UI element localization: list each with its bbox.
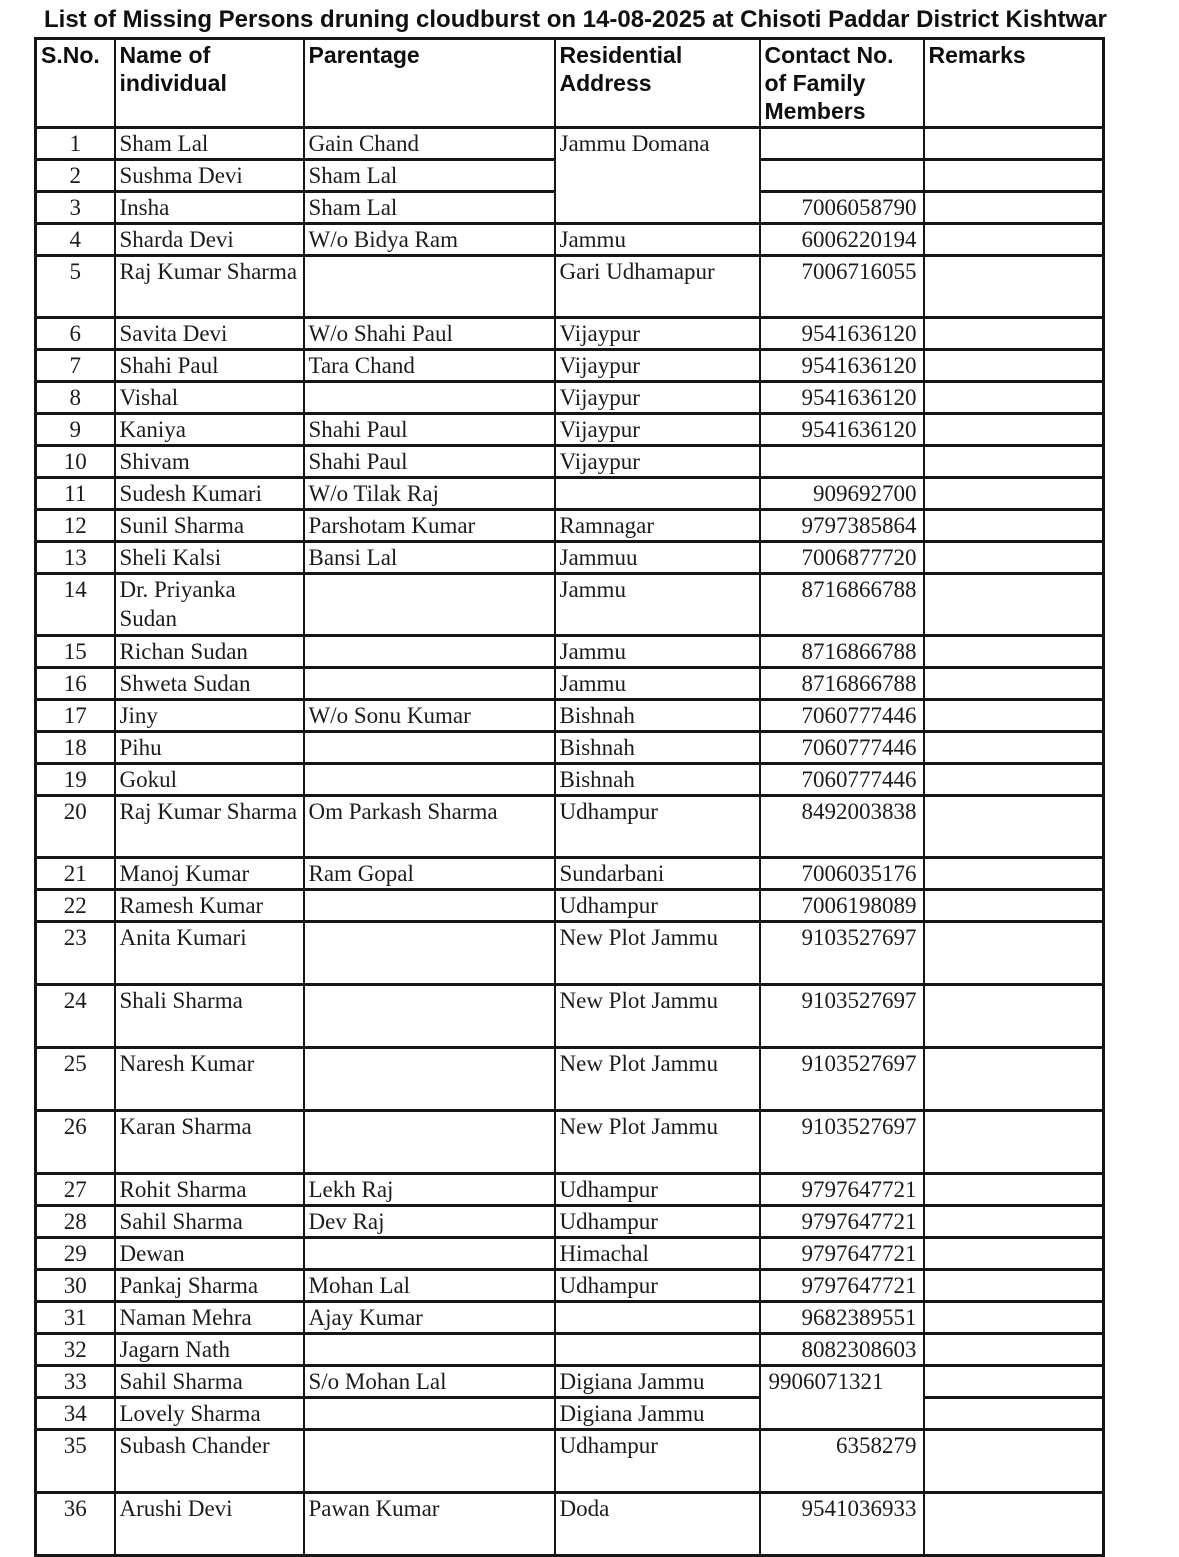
name-cell: Shahi Paul — [115, 350, 304, 382]
contact-cell: 9541636120 — [760, 414, 924, 446]
parentage-cell: Shahi Paul — [304, 446, 555, 478]
parentage-cell — [304, 1238, 555, 1270]
address-cell: Vijaypur — [555, 318, 760, 350]
address-cell: Jammu — [555, 636, 760, 668]
name-cell: Sudesh Kumari — [115, 478, 304, 510]
remarks-cell — [924, 256, 1104, 318]
address-cell: Vijaypur — [555, 446, 760, 478]
address-cell — [555, 1302, 760, 1334]
name-cell: Gokul — [115, 764, 304, 796]
table-row — [36, 224, 1104, 256]
contact-cell: 8492003838 — [760, 796, 924, 858]
contact-cell — [760, 446, 924, 478]
remarks-cell — [924, 700, 1104, 732]
table-row — [36, 732, 1104, 764]
name-cell: Jagarn Nath — [115, 1334, 304, 1366]
sno-cell: 20 — [36, 796, 115, 858]
address-cell: Udhampur — [555, 1174, 760, 1206]
name-cell: Shali Sharma — [115, 985, 304, 1048]
sno-cell: 13 — [36, 542, 115, 574]
header-cell-remarks: Remarks — [924, 39, 1104, 128]
contact-cell: 8716866788 — [760, 636, 924, 668]
remarks-cell — [924, 636, 1104, 668]
sno-cell: 23 — [36, 922, 115, 985]
sno-cell: 7 — [36, 350, 115, 382]
name-cell: Arushi Devi — [115, 1493, 304, 1556]
parentage-cell — [304, 256, 555, 318]
parentage-cell: W/o Tilak Raj — [304, 478, 555, 510]
contact-cell: 7060777446 — [760, 700, 924, 732]
address-cell — [555, 1334, 760, 1366]
sno-cell: 32 — [36, 1334, 115, 1366]
table-row — [36, 542, 1104, 574]
parentage-cell — [304, 382, 555, 414]
sno-cell: 8 — [36, 382, 115, 414]
name-cell: Dewan — [115, 1238, 304, 1270]
parentage-cell — [304, 1398, 555, 1430]
parentage-cell — [304, 1334, 555, 1366]
contact-cell: 9906071321 — [760, 1366, 924, 1430]
sno-cell: 25 — [36, 1048, 115, 1111]
name-cell: Sunil Sharma — [115, 510, 304, 542]
name-cell: Richan Sudan — [115, 636, 304, 668]
remarks-cell — [924, 1238, 1104, 1270]
remarks-cell — [924, 382, 1104, 414]
sno-cell: 18 — [36, 732, 115, 764]
remarks-cell — [924, 478, 1104, 510]
header-cell-name: Name of individual — [115, 39, 304, 128]
name-cell: Karan Sharma — [115, 1111, 304, 1174]
name-cell: Subash Chander — [115, 1430, 304, 1493]
contact-cell: 9103527697 — [760, 1111, 924, 1174]
sno-cell: 6 — [36, 318, 115, 350]
table-row — [36, 1048, 1104, 1111]
name-cell: Naman Mehra — [115, 1302, 304, 1334]
remarks-cell — [924, 414, 1104, 446]
contact-cell: 8716866788 — [760, 574, 924, 636]
contact-cell — [760, 160, 924, 192]
address-cell: Doda — [555, 1493, 760, 1556]
name-cell: Sheli Kalsi — [115, 542, 304, 574]
sno-cell: 24 — [36, 985, 115, 1048]
remarks-cell — [924, 668, 1104, 700]
contact-cell: 909692700 — [760, 478, 924, 510]
parentage-cell — [304, 764, 555, 796]
name-cell: Raj Kumar Sharma — [115, 796, 304, 858]
header-cell-sno: S.No. — [36, 39, 115, 128]
header-row — [36, 39, 1104, 128]
table-row — [36, 128, 1104, 160]
missing-persons-table — [34, 37, 1105, 1557]
parentage-cell: Ajay Kumar — [304, 1302, 555, 1334]
table-row — [36, 636, 1104, 668]
remarks-cell — [924, 764, 1104, 796]
remarks-cell — [924, 224, 1104, 256]
sno-cell: 29 — [36, 1238, 115, 1270]
remarks-cell — [924, 1430, 1104, 1493]
contact-cell: 9797647721 — [760, 1206, 924, 1238]
address-cell: Digiana Jammu — [555, 1366, 760, 1398]
name-cell: Shweta Sudan — [115, 668, 304, 700]
contact-cell — [760, 128, 924, 160]
contact-cell: 6006220194 — [760, 224, 924, 256]
table-row — [36, 1270, 1104, 1302]
sno-cell: 10 — [36, 446, 115, 478]
contact-cell: 9103527697 — [760, 1048, 924, 1111]
address-cell: Bishnah — [555, 700, 760, 732]
address-cell: Udhampur — [555, 796, 760, 858]
parentage-cell: W/o Bidya Ram — [304, 224, 555, 256]
name-cell: Rohit Sharma — [115, 1174, 304, 1206]
contact-cell: 9797647721 — [760, 1174, 924, 1206]
name-cell: Vishal — [115, 382, 304, 414]
contact-cell: 7006716055 — [760, 256, 924, 318]
address-cell: Gari Udhamapur — [555, 256, 760, 318]
remarks-cell — [924, 510, 1104, 542]
remarks-cell — [924, 160, 1104, 192]
sno-cell: 21 — [36, 858, 115, 890]
parentage-cell: Ram Gopal — [304, 858, 555, 890]
contact-cell: 7060777446 — [760, 764, 924, 796]
name-cell: Kaniya — [115, 414, 304, 446]
table-row — [36, 1238, 1104, 1270]
contact-cell: 7006877720 — [760, 542, 924, 574]
address-cell: Udhampur — [555, 1270, 760, 1302]
page-title: List of Missing Persons druning cloudburst on 14-08-2025 at Chisoti Paddar District Kishtwar — [44, 6, 1107, 33]
parentage-cell — [304, 890, 555, 922]
table-row — [36, 764, 1104, 796]
sno-cell: 5 — [36, 256, 115, 318]
table-row — [36, 1111, 1104, 1174]
address-cell: Bishnah — [555, 764, 760, 796]
table-row — [36, 700, 1104, 732]
header-cell-parentage: Parentage — [304, 39, 555, 128]
table-row — [36, 574, 1104, 636]
contact-cell: 9541636120 — [760, 318, 924, 350]
address-cell: Vijaypur — [555, 414, 760, 446]
table-row — [36, 318, 1104, 350]
address-cell: Bishnah — [555, 732, 760, 764]
table-row — [36, 446, 1104, 478]
name-cell: Insha — [115, 192, 304, 224]
name-cell: Dr. Priyanka Sudan — [115, 574, 304, 636]
contact-cell: 9541036933 — [760, 1493, 924, 1556]
address-cell: New Plot Jammu — [555, 1048, 760, 1111]
remarks-cell — [924, 985, 1104, 1048]
sno-cell: 31 — [36, 1302, 115, 1334]
name-cell: Anita Kumari — [115, 922, 304, 985]
address-cell: Ramnagar — [555, 510, 760, 542]
remarks-cell — [924, 1398, 1104, 1430]
parentage-cell — [304, 574, 555, 636]
address-cell: Digiana Jammu — [555, 1398, 760, 1430]
parentage-cell: Om Parkash Sharma — [304, 796, 555, 858]
contact-cell: 7006035176 — [760, 858, 924, 890]
table-body — [36, 128, 1104, 1556]
parentage-cell — [304, 985, 555, 1048]
sno-cell: 14 — [36, 574, 115, 636]
sno-cell: 22 — [36, 890, 115, 922]
remarks-cell — [924, 1366, 1104, 1398]
sno-cell: 15 — [36, 636, 115, 668]
sno-cell: 19 — [36, 764, 115, 796]
address-cell: Jammu — [555, 574, 760, 636]
table-row — [36, 796, 1104, 858]
parentage-cell — [304, 668, 555, 700]
address-cell: Himachal — [555, 1238, 760, 1270]
parentage-cell: Gain Chand — [304, 128, 555, 160]
contact-cell: 9682389551 — [760, 1302, 924, 1334]
sno-cell: 4 — [36, 224, 115, 256]
name-cell: Sham Lal — [115, 128, 304, 160]
table-row — [36, 922, 1104, 985]
table-row — [36, 1398, 1104, 1430]
table-row — [36, 1174, 1104, 1206]
sno-cell: 17 — [36, 700, 115, 732]
contact-cell: 7060777446 — [760, 732, 924, 764]
name-cell: Manoj Kumar — [115, 858, 304, 890]
name-cell: Jiny — [115, 700, 304, 732]
sno-cell: 33 — [36, 1366, 115, 1398]
contact-cell: 7006198089 — [760, 890, 924, 922]
sno-cell: 9 — [36, 414, 115, 446]
parentage-cell: Mohan Lal — [304, 1270, 555, 1302]
address-cell: Vijaypur — [555, 382, 760, 414]
address-cell: Jammuu — [555, 542, 760, 574]
address-cell: Jammu — [555, 224, 760, 256]
name-cell: Sushma Devi — [115, 160, 304, 192]
remarks-cell — [924, 732, 1104, 764]
remarks-cell — [924, 1493, 1104, 1556]
remarks-cell — [924, 1174, 1104, 1206]
sno-cell: 26 — [36, 1111, 115, 1174]
parentage-cell — [304, 636, 555, 668]
parentage-cell — [304, 922, 555, 985]
address-cell: New Plot Jammu — [555, 985, 760, 1048]
parentage-cell: S/o Mohan Lal — [304, 1366, 555, 1398]
parentage-cell: Lekh Raj — [304, 1174, 555, 1206]
remarks-cell — [924, 890, 1104, 922]
parentage-cell: W/o Sonu Kumar — [304, 700, 555, 732]
address-cell: Sundarbani — [555, 858, 760, 890]
name-cell: Raj Kumar Sharma — [115, 256, 304, 318]
table-row — [36, 350, 1104, 382]
parentage-cell — [304, 1430, 555, 1493]
remarks-cell — [924, 446, 1104, 478]
contact-cell: 6358279 — [760, 1430, 924, 1493]
parentage-cell: Sham Lal — [304, 160, 555, 192]
name-cell: Pihu — [115, 732, 304, 764]
remarks-cell — [924, 796, 1104, 858]
remarks-cell — [924, 1302, 1104, 1334]
remarks-cell — [924, 574, 1104, 636]
remarks-cell — [924, 922, 1104, 985]
remarks-cell — [924, 1206, 1104, 1238]
sno-cell: 35 — [36, 1430, 115, 1493]
name-cell: Sharda Devi — [115, 224, 304, 256]
address-cell: Jammu — [555, 668, 760, 700]
contact-cell: 9797647721 — [760, 1238, 924, 1270]
address-cell: Udhampur — [555, 890, 760, 922]
parentage-cell: Bansi Lal — [304, 542, 555, 574]
table-row — [36, 985, 1104, 1048]
sno-cell: 36 — [36, 1493, 115, 1556]
table-row — [36, 1430, 1104, 1493]
address-cell: Vijaypur — [555, 350, 760, 382]
remarks-cell — [924, 350, 1104, 382]
table-row — [36, 478, 1104, 510]
sno-cell: 28 — [36, 1206, 115, 1238]
table-row — [36, 890, 1104, 922]
table-row — [36, 256, 1104, 318]
header-cell-address: Residential Address — [555, 39, 760, 128]
contact-cell: 9797647721 — [760, 1270, 924, 1302]
table-row — [36, 858, 1104, 890]
sno-cell: 16 — [36, 668, 115, 700]
table-row — [36, 1206, 1104, 1238]
parentage-cell: W/o Shahi Paul — [304, 318, 555, 350]
parentage-cell: Parshotam Kumar — [304, 510, 555, 542]
sno-cell: 27 — [36, 1174, 115, 1206]
sno-cell: 3 — [36, 192, 115, 224]
remarks-cell — [924, 192, 1104, 224]
address-cell: Udhampur — [555, 1206, 760, 1238]
table-row — [36, 668, 1104, 700]
remarks-cell — [924, 1270, 1104, 1302]
contact-cell: 8716866788 — [760, 668, 924, 700]
table-row — [36, 1334, 1104, 1366]
sno-cell: 30 — [36, 1270, 115, 1302]
sno-cell: 11 — [36, 478, 115, 510]
address-cell — [555, 478, 760, 510]
address-cell: Udhampur — [555, 1430, 760, 1493]
parentage-cell: Shahi Paul — [304, 414, 555, 446]
parentage-cell — [304, 732, 555, 764]
remarks-cell — [924, 1334, 1104, 1366]
remarks-cell — [924, 128, 1104, 160]
address-cell: Jammu Domana — [555, 128, 760, 224]
table-row — [36, 382, 1104, 414]
name-cell: Ramesh Kumar — [115, 890, 304, 922]
table-row — [36, 414, 1104, 446]
contact-cell: 9797385864 — [760, 510, 924, 542]
address-cell: New Plot Jammu — [555, 922, 760, 985]
parentage-cell — [304, 1111, 555, 1174]
contact-cell: 9541636120 — [760, 350, 924, 382]
remarks-cell — [924, 318, 1104, 350]
sno-cell: 12 — [36, 510, 115, 542]
name-cell: Savita Devi — [115, 318, 304, 350]
name-cell: Shivam — [115, 446, 304, 478]
name-cell: Sahil Sharma — [115, 1366, 304, 1398]
parentage-cell: Tara Chand — [304, 350, 555, 382]
remarks-cell — [924, 542, 1104, 574]
contact-cell: 9103527697 — [760, 922, 924, 985]
table-row — [36, 1366, 1104, 1398]
parentage-cell: Sham Lal — [304, 192, 555, 224]
table-row — [36, 1493, 1104, 1556]
table-row — [36, 510, 1104, 542]
contact-cell: 7006058790 — [760, 192, 924, 224]
parentage-cell — [304, 1048, 555, 1111]
remarks-cell — [924, 858, 1104, 890]
name-cell: Naresh Kumar — [115, 1048, 304, 1111]
address-cell: New Plot Jammu — [555, 1111, 760, 1174]
name-cell: Lovely Sharma — [115, 1398, 304, 1430]
remarks-cell — [924, 1111, 1104, 1174]
sno-cell: 34 — [36, 1398, 115, 1430]
name-cell: Pankaj Sharma — [115, 1270, 304, 1302]
table-header — [36, 39, 1104, 128]
contact-cell: 9541636120 — [760, 382, 924, 414]
parentage-cell: Pawan Kumar — [304, 1493, 555, 1556]
sno-cell: 2 — [36, 160, 115, 192]
parentage-cell: Dev Raj — [304, 1206, 555, 1238]
sno-cell: 1 — [36, 128, 115, 160]
header-cell-contact: Contact No. of Family Members — [760, 39, 924, 128]
remarks-cell — [924, 1048, 1104, 1111]
name-cell: Sahil Sharma — [115, 1206, 304, 1238]
table-row — [36, 1302, 1104, 1334]
contact-cell: 8082308603 — [760, 1334, 924, 1366]
contact-cell: 9103527697 — [760, 985, 924, 1048]
